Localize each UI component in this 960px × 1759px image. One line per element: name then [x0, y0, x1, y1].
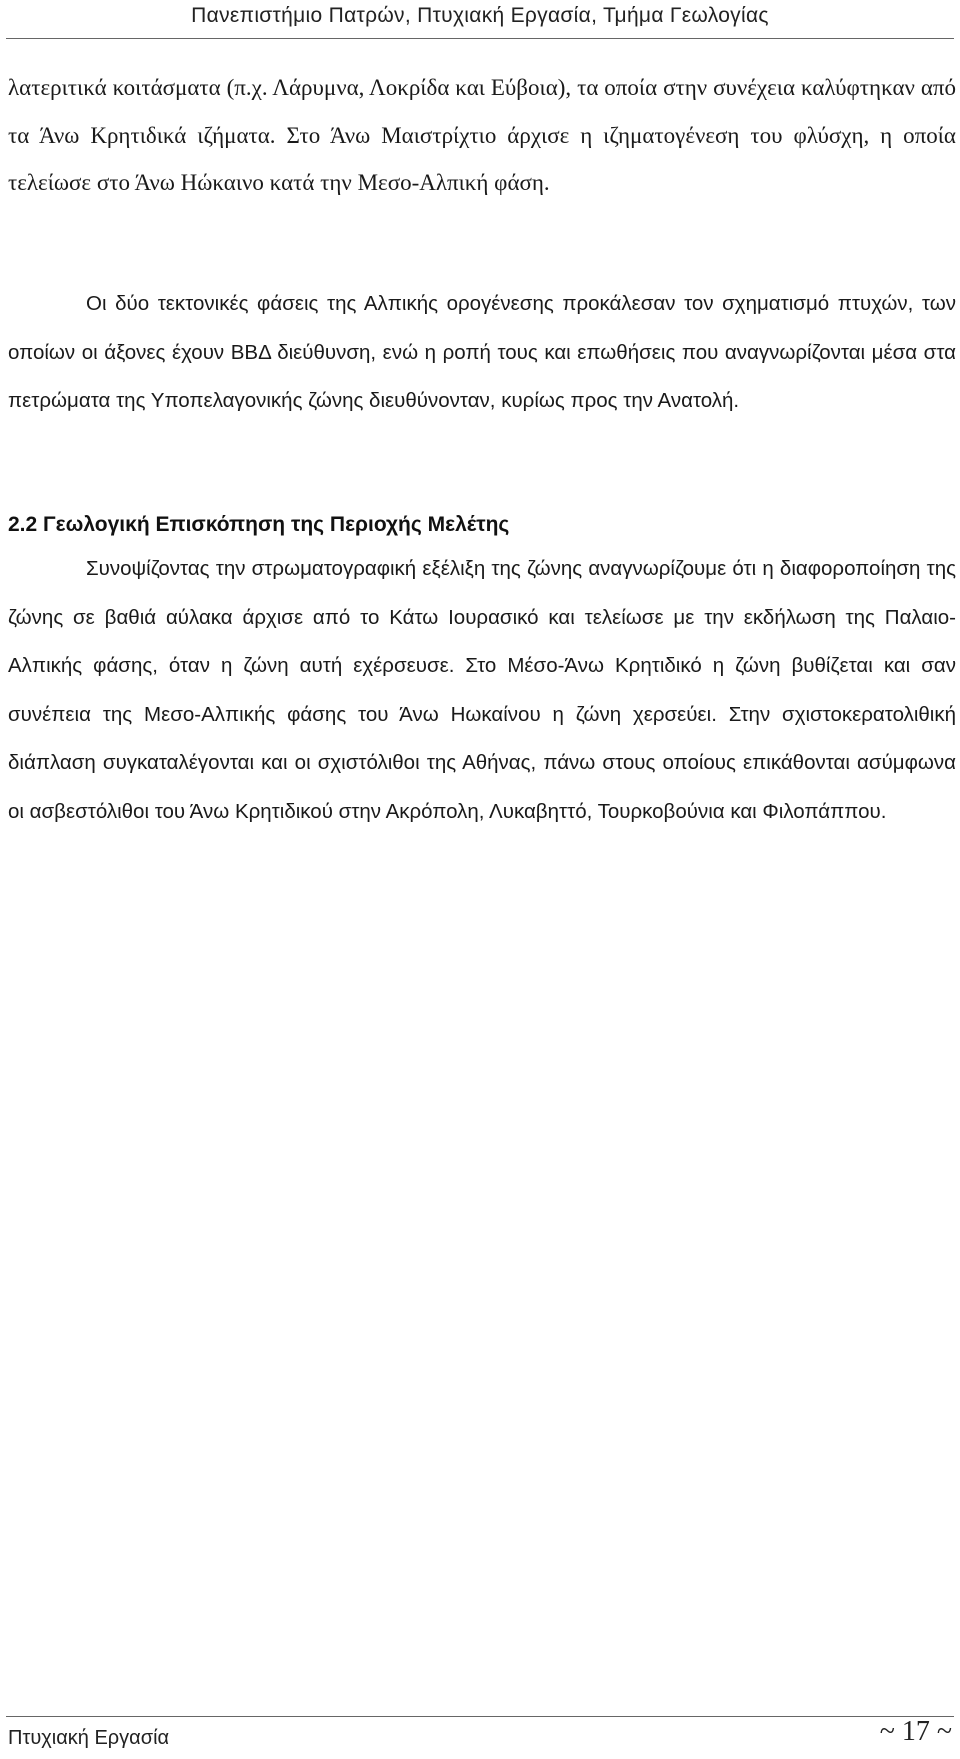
section-2-2-block [8, 505, 956, 836]
footer-divider [6, 1716, 954, 1717]
page-number: ~ 17 ~ [879, 1716, 952, 1747]
paragraph-3: Συνοψίζοντας την στρωματογραφική εξέλιξη της ζώνης αναγνωρίζουμε ότι η διαφοροποίηση της ζώνης σε βαθιά αύλακα άρχισε από το Κάτω Ιουρασικό και τελείωσε με την εκδήλωση της Παλαιο-Αλπικής φάσης, όταν η ζώνη αυτή εχέρσευσε. Στο Μέσο-Άνω Κρητιδικό η ζώνη βυθίζεται και σαν συνέπεια της Μεσο-Αλπικής φάσης του Άνω Ηωκαίνου η ζώνη χερσεύει. Στην σχιστοκερατολιθική διάπλαση συγκαταλέγονται και οι σχιστόλιθοι της Αθήνας, πάνω στους οποίους επικάθονται ασύμφωνα οι ασβεστόλιθοι του Άνω Κρητιδικού στην Ακρόπολη, Λυκαβηττό, Τουρκοβούνια και Φιλοπάππου. [8, 557, 956, 823]
section-heading: 2.2 Γεωλογική Επισκόπηση της Περιοχής Μελέτης [8, 513, 510, 536]
paragraph-1: λατεριτικά κοιτάσματα (π.χ. Λάρυμνα, Λοκρίδα και Εύβοια), τα οποία στην συνέχεια καλύφτηκαν από τα Άνω Κρητιδικά ιζήματα. Στο Άνω Μαιστρίχτιο άρχισε η ιζηματογένεση του φλύσχη, η οποία τελείωσε στο Άνω Ηώκαινο κατά την Μεσο-Αλπική φάση. [8, 75, 956, 195]
paragraph-continuation-block [8, 64, 956, 207]
paragraph-alpine-phases-block [8, 280, 956, 426]
header-divider [6, 38, 954, 39]
footer-title: Πτυχιακή Εργασία [8, 1727, 170, 1749]
paragraph-2: Οι δύο τεκτονικές φάσεις της Αλπικής ορογένεσης προκάλεσαν τον σχηματισμό πτυχών, των οποίων οι άξονες έχουν ΒΒΔ διεύθυνση, ενώ η ροπή τους και επωθήσεις που αναγνωρίζονται μέσα στα πετρώματα της Υποπελαγονικής ζώνης διευθύνονταν, κυρίως προς την Ανατολή. [8, 292, 956, 412]
running-header: Πανεπιστήμιο Πατρών, Πτυχιακή Εργασία, Τμήμα Γεωλογίας [191, 4, 769, 27]
